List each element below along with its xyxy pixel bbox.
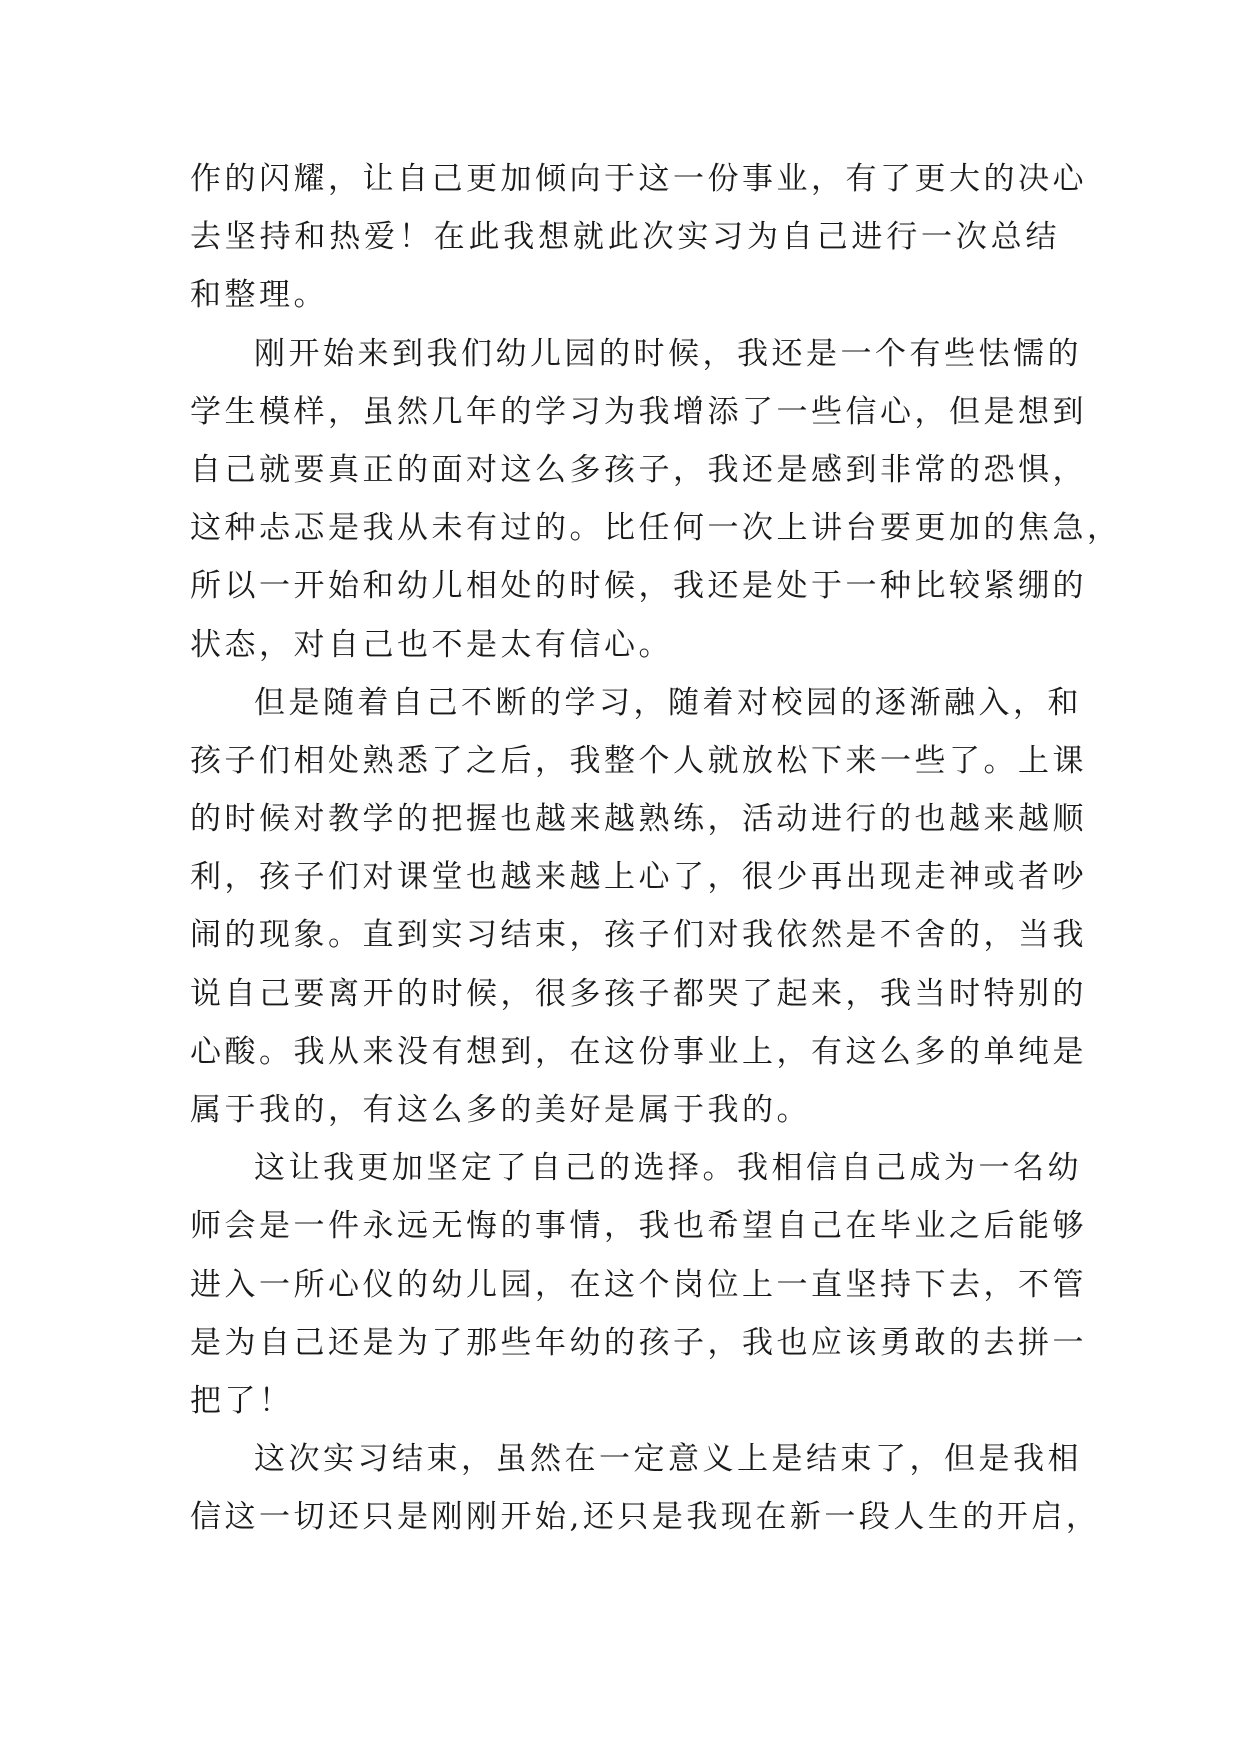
text-line: 属于我的，有这么多的美好是属于我的。 <box>190 1092 811 1128</box>
text-line: 的时候对教学的把握也越来越熟练，活动进行的也越来越顺 <box>190 801 1087 838</box>
text-line: 利，孩子们对课堂也越来越上心了，很少再出现走神或者吵 <box>190 859 1087 896</box>
paragraph-first-line: 这次实习结束，虽然在一定意义上是结束了，但是我相 <box>254 1441 1082 1478</box>
text-line: 信这一切还只是刚刚开始,还只是我现在新一段人生的开启， <box>190 1499 1101 1536</box>
text-line: 是为自己还是为了那些年幼的孩子，我也应该勇敢的去拼一 <box>190 1324 1087 1361</box>
text-line: 这种忐忑是我从未有过的。比任何一次上讲台要更加的焦急， <box>190 510 1122 547</box>
document-body <box>190 150 1122 1547</box>
text-line: 和整理。 <box>190 277 328 314</box>
paragraph-first-line: 刚开始来到我们幼儿园的时候，我还是一个有些怯懦的 <box>254 335 1082 372</box>
text-line: 作的闪耀，让自己更加倾向于这一份事业，有了更大的决心 <box>190 161 1087 197</box>
text-line: 去坚持和热爱！在此我想就此次实习为自己进行一次总结 <box>190 219 1060 256</box>
text-line: 状态，对自己也不是太有信心。 <box>190 626 673 663</box>
paragraph-first-line: 这让我更加坚定了自己的选择。我相信自己成为一名幼 <box>254 1150 1082 1187</box>
text-line: 把了！ <box>190 1382 294 1419</box>
text-line: 心酸。我从来没有想到，在这份事业上，有这么多的单纯是 <box>190 1033 1087 1070</box>
text-line: 闹的现象。直到实习结束，孩子们对我依然是不舍的，当我 <box>190 917 1087 954</box>
text-line: 所以一开始和幼儿相处的时候，我还是处于一种比较紧绷的 <box>190 568 1087 605</box>
paragraph-first-line: 但是随着自己不断的学习，随着对校园的逐渐融入，和 <box>254 684 1082 721</box>
text-line: 孩子们相处熟悉了之后，我整个人就放松下来一些了。上课 <box>190 742 1087 779</box>
text-line: 自己就要真正的面对这么多孩子，我还是感到非常的恐惧， <box>190 451 1087 488</box>
text-line: 学生模样，虽然几年的学习为我增添了一些信心，但是想到 <box>190 393 1087 430</box>
text-line: 进入一所心仪的幼儿园，在这个岗位上一直坚持下去，不管 <box>190 1266 1087 1303</box>
text-line: 师会是一件永远无悔的事情，我也希望自己在毕业之后能够 <box>190 1208 1087 1245</box>
text-line: 说自己要离开的时候，很多孩子都哭了起来，我当时特别的 <box>190 975 1087 1012</box>
